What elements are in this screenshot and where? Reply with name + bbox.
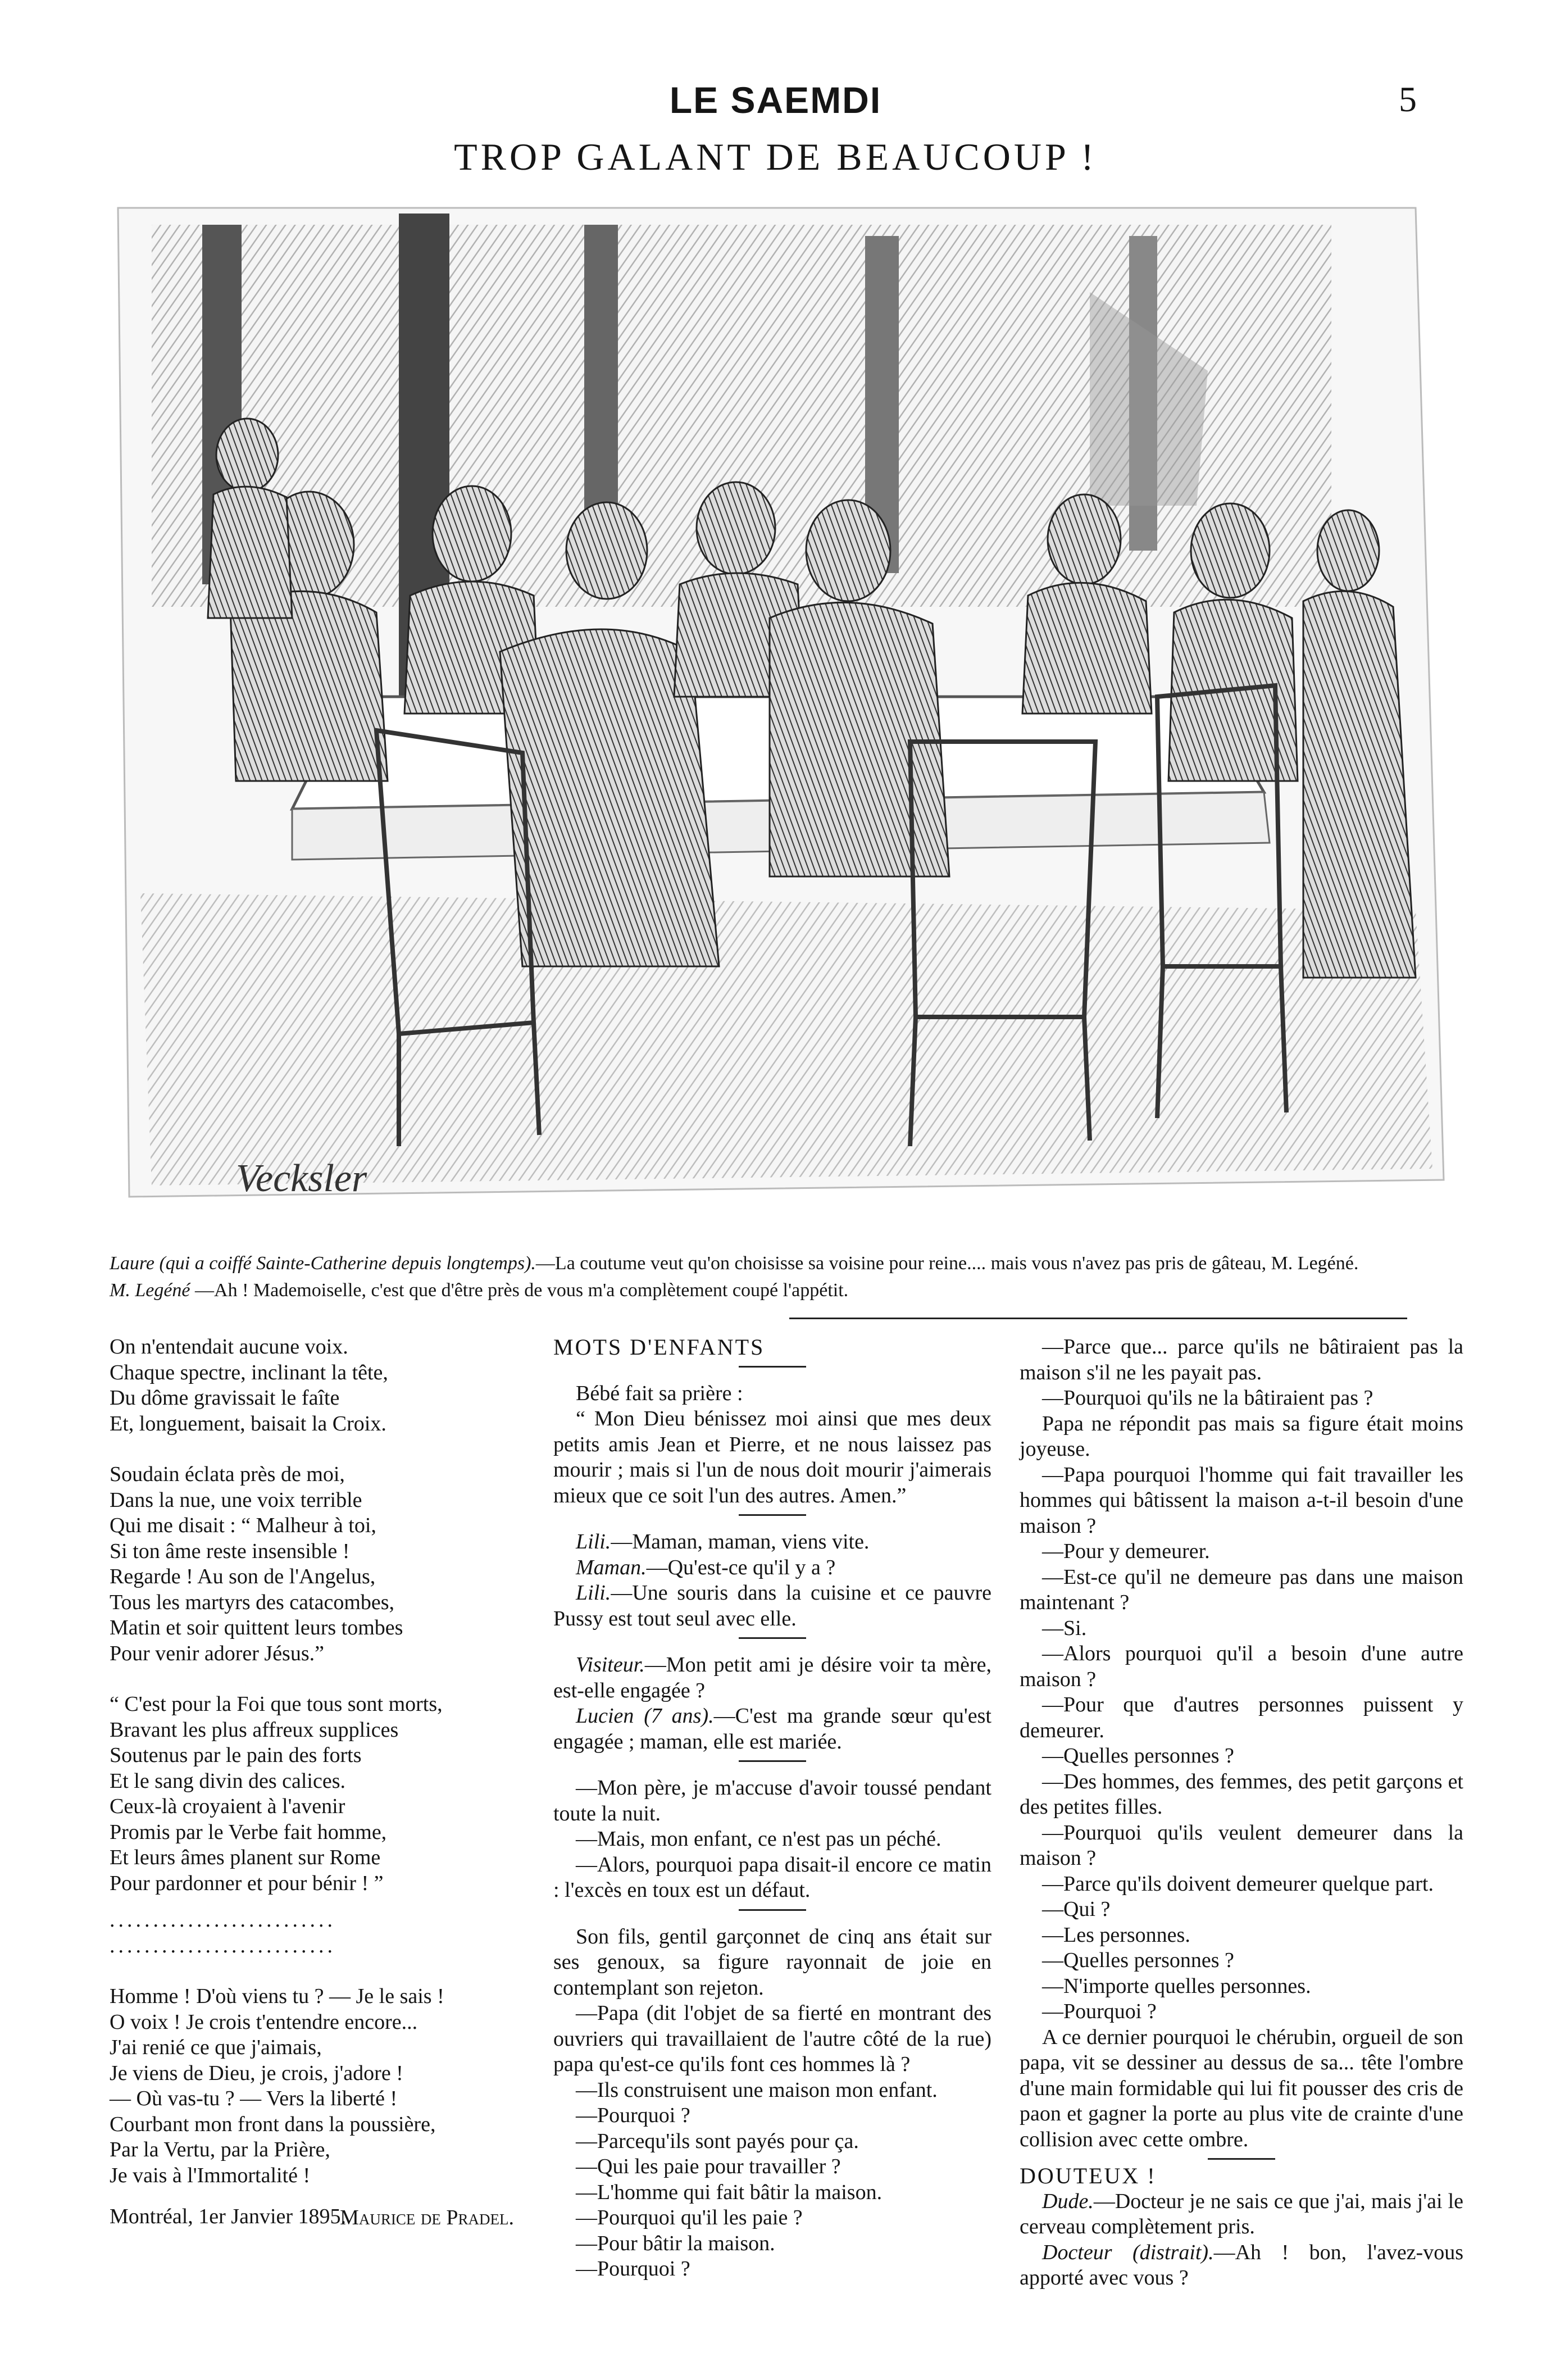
speaker: Maman.: [576, 1555, 647, 1579]
dialogue-line: [553, 1555, 991, 1581]
poem-line: — Où vas-tu ? — Vers la liberté !: [110, 2087, 398, 2110]
section-title: DOUTEUX !: [1020, 2163, 1157, 2188]
caption-speaker-2: M. Legéné: [110, 1280, 190, 1301]
poem-line: Dans la nue, une voix terrible: [110, 1488, 362, 1512]
poem-line: Et leurs âmes planent sur Rome: [110, 1846, 381, 1869]
caption-speaker-1: Laure (qui a coiffé Sainte-Catherine depuis longtemps).: [110, 1253, 536, 1274]
poem-line: Qui me disait : “ Malheur à toi,: [110, 1514, 376, 1537]
dialogue-line: [1020, 2189, 1463, 2240]
dialogue-line: —Papa (dit l'objet de sa fierté en montrant des ouvriers qui travaillaient de l'autre côté de la rue) papa qu'est-ce qu'ils font ces hommes là ?: [553, 2001, 991, 2076]
dialogue-line: —Pourquoi qu'il les paie ?: [576, 2206, 803, 2229]
dialogue-line: —Pour bâtir la maison.: [576, 2231, 775, 2255]
dialogue-line: —Les personnes.: [1042, 1923, 1190, 1947]
dialogue-line: —Qui ?: [1042, 1897, 1111, 1921]
poem-line: Et, longuement, baisait la Croix.: [110, 1411, 386, 1436]
dialogue-line: —Alors, pourquoi papa disait-il encore ce matin : l'excès en toux est un défaut.: [553, 1852, 991, 1902]
line-text: —Maman, maman, viens vite.: [611, 1530, 870, 1554]
poem-author: Maurice de Pradel.: [340, 2206, 514, 2229]
poem-column: [110, 1334, 514, 2231]
caption-text-1: —La coutume veut qu'on choisisse sa voisine pour reine.... mais vous n'avez pas pris de gâteau, M. Legéné.: [535, 1253, 1359, 1274]
poem-line: Je viens de Dieu, je crois, j'adore !: [110, 2061, 403, 2085]
dialogue-line: —Qui les paie pour travailler ?: [576, 2155, 841, 2178]
paragraph: Bébé fait sa prière :: [576, 1381, 743, 1405]
dialogue-line: —Pourquoi ?: [576, 2104, 690, 2127]
dialogue-line: —Est-ce qu'il ne demeure pas dans une maison maintenant ?: [1020, 1565, 1463, 1614]
dateline: Montréal, 1er Janvier 1895.: [110, 2205, 347, 2228]
poem-line: “ C'est pour la Foi que tous sont morts,: [110, 1692, 443, 1716]
line-text: —Qu'est-ce qu'il y a ?: [646, 1555, 836, 1579]
line-text: —C'est ma grande sœur qu'est engagée ; maman, elle est mariée.: [553, 1704, 991, 1754]
dialogue-line: —Parce qu'ils doivent demeurer quelque part.: [1042, 1872, 1434, 1896]
poem-line: Bravant les plus affreux supplices: [110, 1718, 399, 1742]
dialogue-line: —Parcequ'ils sont payés pour ça.: [576, 2129, 859, 2153]
short-divider: [739, 1909, 806, 1911]
page-number: 5: [1399, 79, 1417, 119]
poem-line: On n'entendait aucune voix.: [110, 1335, 348, 1359]
headline: TROP GALANT DE BEAUCOUP !: [454, 135, 1097, 178]
section-title: MOTS D'ENFANTS: [553, 1334, 765, 1360]
dialogue-line: —Papa pourquoi l'homme qui fait travailler les hommes qui bâtissent la maison a-t-il besoin d'une maison ?: [1020, 1462, 1463, 1538]
dialogue-line: —Pour y demeurer.: [1042, 1539, 1210, 1563]
poem-line: Tous les martyrs des catacombes,: [110, 1590, 395, 1614]
poem-line: J'ai renié ce que j'aimais,: [110, 2036, 322, 2059]
dialogue-line: —Pourquoi qu'ils ne la bâtiraient pas ?: [1042, 1386, 1373, 1410]
poem-line: Pour pardonner et pour bénir ! ”: [110, 1871, 384, 1895]
poem-stanza: [110, 1462, 514, 1666]
poem-line: Homme ! D'où viens tu ? — Je le sais !: [110, 1984, 444, 2008]
line-text: —Mon petit ami je désire voir ta mère, est-elle engagée ?: [553, 1653, 991, 1702]
poem-line: Pour venir adorer Jésus.”: [110, 1641, 325, 1665]
masthead: LE SAEMDI: [669, 79, 882, 121]
paragraph: A ce dernier pourquoi le chérubin, orgueil de son papa, vit se dessiner au dessus de sa... tête l'ombre d'une main formidable qui lui fit pousser des cris de paon et gagner la porte au plus vite de crainte d'une collision avec cette ombre.: [1020, 2025, 1463, 2151]
dialogue-line: —Mais, mon enfant, ce n'est pas un péché.: [576, 1827, 941, 1851]
dialogue-line: —Quelles personnes ?: [1042, 1744, 1234, 1768]
dialogue-line: [553, 1529, 991, 1555]
dialogue-line: —Si.: [1042, 1616, 1087, 1640]
mots-enfants-column: [553, 1334, 991, 2282]
speaker: Dude.: [1042, 2189, 1094, 2213]
poem-line: Si ton âme reste insensible !: [110, 1539, 350, 1563]
poem-line: O voix ! Je crois t'entendre encore...: [110, 2010, 418, 2034]
poem-line: Par la Vertu, par la Prière,: [110, 2138, 330, 2161]
short-divider: [739, 1366, 806, 1368]
dialogue-line: [1020, 2240, 1463, 2291]
dialogue-line: [553, 1580, 991, 1632]
dialogue-line: —Ils construisent une maison mon enfant.: [576, 2078, 938, 2102]
poem-line: Regarde ! Au son de l'Angelus,: [110, 1565, 376, 1588]
dialogue-line: —Alors pourquoi qu'il a besoin d'une autre maison ?: [1020, 1642, 1463, 1691]
illustration-caption: [110, 1250, 1447, 1304]
dialogue-line: —Mon père, je m'accuse d'avoir toussé pendant toute la nuit.: [553, 1776, 991, 1825]
dialogue-line: —Pour que d'autres personnes puissent y demeurer.: [1020, 1693, 1463, 1742]
speaker: Lili.: [576, 1530, 611, 1554]
poem-stanza: [110, 1692, 514, 1896]
dialogue-line: [553, 1704, 991, 1755]
speaker: Lili.: [576, 1581, 611, 1605]
continuation-column: [1020, 1334, 1463, 2291]
poem-line: Soudain éclata près de moi,: [110, 1462, 345, 1486]
dialogue-line: —Pourquoi ?: [1042, 2000, 1157, 2023]
line-text: —Docteur je ne sais ce que j'ai, mais j'ai le cerveau complètement pris.: [1020, 2189, 1463, 2238]
paragraph: “ Mon Dieu bénissez moi ainsi que mes deux petits amis Jean et Pierre, et ne nous laissez pas mourir ; mais si l'un de nous doit mourir j'aimerais mieux que ce soit l'un des autres. Amen.”: [553, 1407, 991, 1507]
poem-stanza: [110, 1984, 514, 2188]
dialogue-line: —Pourquoi qu'ils veulent demeurer dans la maison ?: [1020, 1820, 1463, 1870]
short-divider: [739, 1760, 806, 1762]
poem-stanza: [110, 1334, 514, 1437]
artist-signature: Vecksler: [236, 1157, 367, 1200]
dialogue-line: —N'importe quelles personnes.: [1042, 1974, 1311, 1998]
poem-line: Et le sang divin des calices.: [110, 1769, 345, 1793]
poem-line: Matin et soir quittent leurs tombes: [110, 1616, 403, 1639]
ellipsis-row: ..........................: [110, 1933, 336, 1957]
short-divider: [739, 1637, 806, 1639]
poem-line: Ceux-là croyaient à l'avenir: [110, 1795, 345, 1818]
dialogue-line: —Des hommes, des femmes, des petit garçons et des petites filles.: [1020, 1769, 1463, 1819]
speaker: Docteur (distrait).: [1042, 2240, 1214, 2264]
poem-line: Du dôme gravissait le faîte: [110, 1386, 340, 1410]
dialogue-line: [553, 1652, 991, 1704]
dialogue-line: —Quelles personnes ?: [1042, 1948, 1234, 1972]
line-text: —Ah ! bon, l'avez-vous apporté avec vous ?: [1020, 2240, 1463, 2290]
paragraph: Son fils, gentil garçonnet de cinq ans était sur ses genoux, sa figure rayonnait de joie en contemplant son rejeton.: [553, 1924, 991, 2000]
line-text: —Une souris dans la cuisine et ce pauvre Pussy est tout seul avec elle.: [553, 1581, 991, 1630]
speaker: Lucien (7 ans).: [576, 1704, 714, 1728]
poem-line: Courbant mon front dans la poussière,: [110, 2112, 436, 2136]
poem-line: Chaque spectre, inclinant la tête,: [110, 1360, 388, 1384]
dialogue-line: —L'homme qui fait bâtir la maison.: [576, 2180, 883, 2204]
poem-line: Je vais à l'Immortalité !: [110, 2163, 311, 2187]
dining-room-illustration: [107, 191, 1455, 1225]
section-divider: [789, 1318, 1407, 1319]
dialogue-line: —Pourquoi ?: [576, 2257, 690, 2281]
speaker: Visiteur.: [576, 1653, 645, 1677]
ellipsis-row: ..........................: [110, 1908, 336, 1932]
poem-line: Promis par le Verbe fait homme,: [110, 1820, 387, 1844]
dialogue-line: —Parce que... parce qu'ils ne bâtiraient pas la maison s'il ne les payait pas.: [1020, 1335, 1463, 1384]
paragraph: Papa ne répondit pas mais sa figure était moins joyeuse.: [1020, 1411, 1463, 1461]
short-divider: [739, 1514, 806, 1516]
short-divider: [1208, 2158, 1275, 2160]
caption-text-2: —Ah ! Mademoiselle, c'est que d'être près de vous m'a complètement coupé l'appétit.: [195, 1280, 849, 1301]
poem-line: Soutenus par le pain des forts: [110, 1743, 362, 1767]
